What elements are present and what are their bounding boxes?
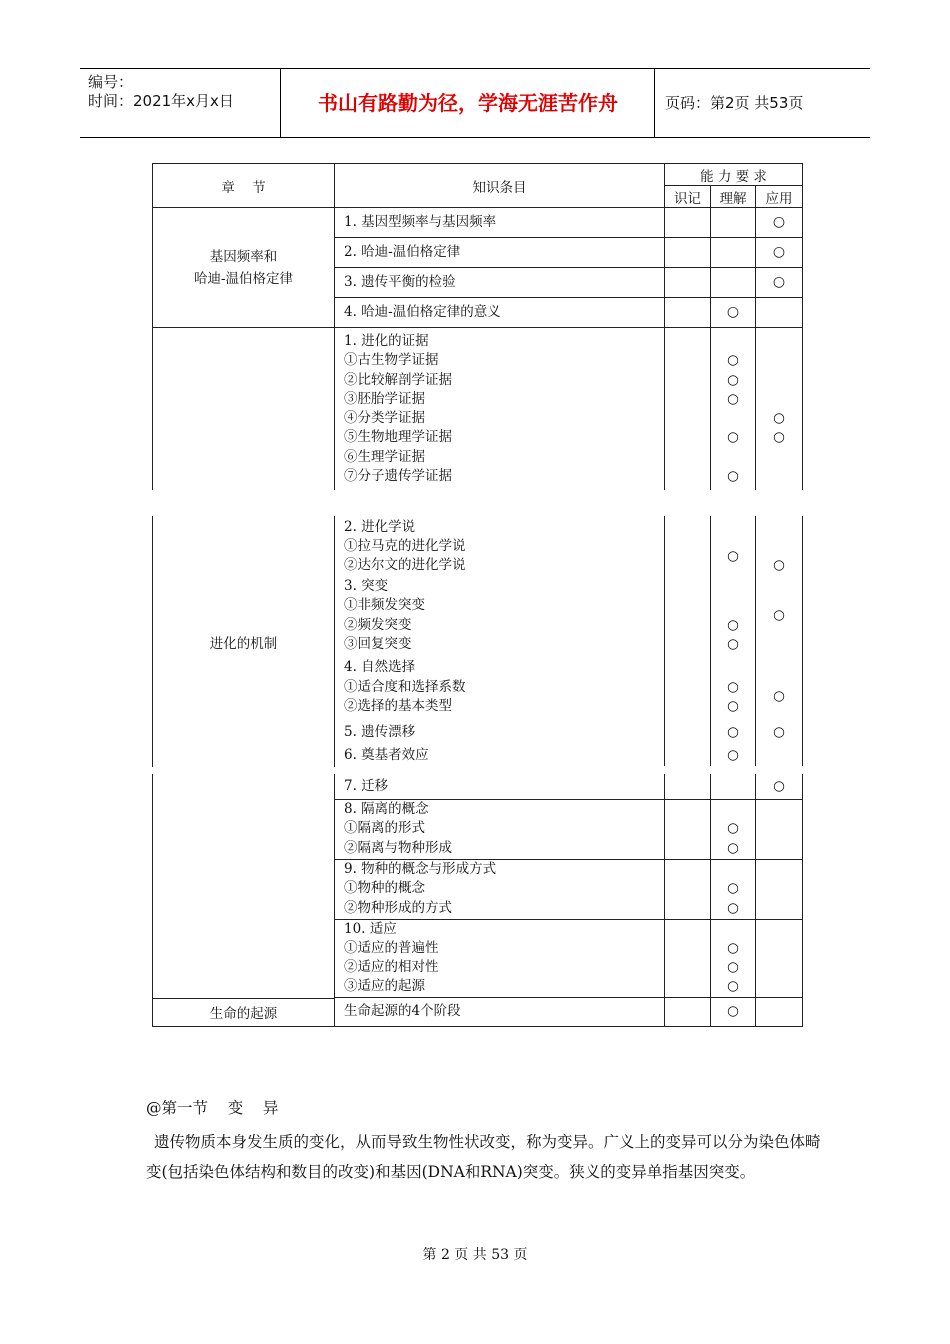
section-hardy: 基因频率和 哈迪-温伯格定律	[153, 208, 335, 328]
cell-understand: ○ ○ ○ ○ ○	[711, 328, 756, 490]
body-paragraph: 遗传物质本身发生质的变化，从而导致生物性状改变，称为变异。广义上的变异可以分为染色体畸变(包括染色体结构和数目的改变)和基因(DNA和RNA)突变。狭义的变异单指基因突变。	[146, 1133, 821, 1181]
header-recall: 识记	[665, 186, 711, 208]
cell-recall	[665, 919, 711, 997]
syllabus-table-part-3	[152, 774, 803, 1027]
syllabus-table-part-2	[152, 516, 803, 767]
cell-recall	[665, 774, 711, 799]
header-motto: 书山有路勤为径，学海无涯苦作舟	[282, 69, 655, 137]
header-apply: 应用	[756, 186, 803, 208]
page-footer: 第 2 页 共 53 页	[422, 1247, 528, 1263]
table-row: 生命起源的4个阶段	[335, 998, 665, 1026]
cell-apply: ○	[756, 654, 803, 720]
cell-recall	[665, 268, 711, 298]
cell-recall	[665, 654, 711, 720]
cell-understand: ○	[711, 720, 756, 744]
page-header	[80, 68, 870, 138]
cell-recall	[665, 298, 711, 328]
cell-understand: ○ ○	[711, 577, 756, 654]
cell-apply	[756, 298, 803, 328]
cell-understand: ○	[711, 298, 756, 328]
section-mechanism: 进化的机制	[153, 516, 335, 767]
cell-apply	[756, 859, 803, 919]
table-row: 6. 奠基者效应	[335, 744, 665, 766]
cell-apply: ○ ○	[756, 328, 803, 490]
header-ability: 能 力 要 求	[665, 164, 803, 186]
table-row: 4. 哈迪-温伯格定律的意义	[335, 298, 665, 328]
cell-recall	[665, 516, 711, 577]
cell-understand: ○	[711, 516, 756, 577]
header-info	[80, 69, 281, 137]
cell-understand: ○	[711, 744, 756, 766]
cell-understand	[711, 208, 756, 238]
cell-recall	[665, 577, 711, 654]
table-row: 10. 适应 ①适应的普遍性 ②适应的相对性 ③适应的起源	[335, 919, 665, 997]
cell-recall	[665, 208, 711, 238]
table-row: 2. 哈迪-温伯格定律	[335, 238, 665, 268]
cell-understand: ○	[711, 998, 756, 1026]
syllabus-table-part-1	[152, 163, 803, 490]
cell-apply	[756, 799, 803, 859]
section-mechanism-cont	[153, 774, 335, 998]
cell-recall	[665, 720, 711, 744]
table-row: 3. 突变 ①非频发突变 ②频发突变 ③回复突变	[335, 577, 665, 654]
cell-apply	[756, 919, 803, 997]
cell-recall	[665, 859, 711, 919]
table-row: 3. 遗传平衡的检验	[335, 268, 665, 298]
header-understand: 理解	[711, 186, 756, 208]
cell-apply: ○	[756, 208, 803, 238]
table-row: 7. 迁移	[335, 774, 665, 799]
cell-understand	[711, 238, 756, 268]
table-row: 2. 进化学说 ①拉马克的进化学说 ②达尔文的进化学说	[335, 516, 665, 577]
cell-understand: ○ ○	[711, 859, 756, 919]
cell-recall	[665, 799, 711, 859]
header-page-label: 页码：第2页 共53页	[665, 94, 804, 112]
header-knowledge: 知识条目	[335, 164, 665, 208]
cell-apply: ○	[756, 577, 803, 654]
header-chapter: 章 节	[153, 164, 335, 208]
cell-apply: ○	[756, 238, 803, 268]
section-origin: 生命的起源	[153, 998, 335, 1026]
cell-understand: ○ ○	[711, 654, 756, 720]
table-row: 8. 隔离的概念 ①隔离的形式 ②隔离与物种形成	[335, 799, 665, 859]
cell-recall	[665, 328, 711, 490]
cell-recall	[665, 238, 711, 268]
table-row: 4. 自然选择 ①适合度和选择系数 ②选择的基本类型	[335, 654, 665, 720]
cell-apply: ○	[756, 268, 803, 298]
cell-understand	[711, 774, 756, 799]
cell-understand	[711, 268, 756, 298]
table-row: 5. 遗传漂移	[335, 720, 665, 744]
table-row: 9. 物种的概念与形成方式 ①物种的概念 ②物种形成的方式	[335, 859, 665, 919]
cell-apply: ○	[756, 516, 803, 577]
section-title: @第一节 变 异	[146, 1099, 279, 1117]
cell-recall	[665, 744, 711, 766]
cell-recall	[665, 998, 711, 1026]
cell-apply	[756, 998, 803, 1026]
time-label: 时间：2021年x月x日	[88, 92, 234, 110]
cell-apply: ○	[756, 720, 803, 744]
table-row: 1. 进化的证据 ①古生物学证据 ②比较解剖学证据 ③胚胎学证据 ④分类学证据 ⑤生物地理学证据 ⑥生理学证据 ⑦分子遗传学证据	[335, 328, 665, 490]
cell-understand: ○ ○ ○	[711, 919, 756, 997]
cell-apply	[756, 744, 803, 766]
section-evidence-blank	[153, 328, 335, 490]
number-label: 编号：	[88, 73, 134, 91]
cell-understand: ○ ○	[711, 799, 756, 859]
cell-apply: ○	[756, 774, 803, 799]
table-row: 1. 基因型频率与基因频率	[335, 208, 665, 238]
